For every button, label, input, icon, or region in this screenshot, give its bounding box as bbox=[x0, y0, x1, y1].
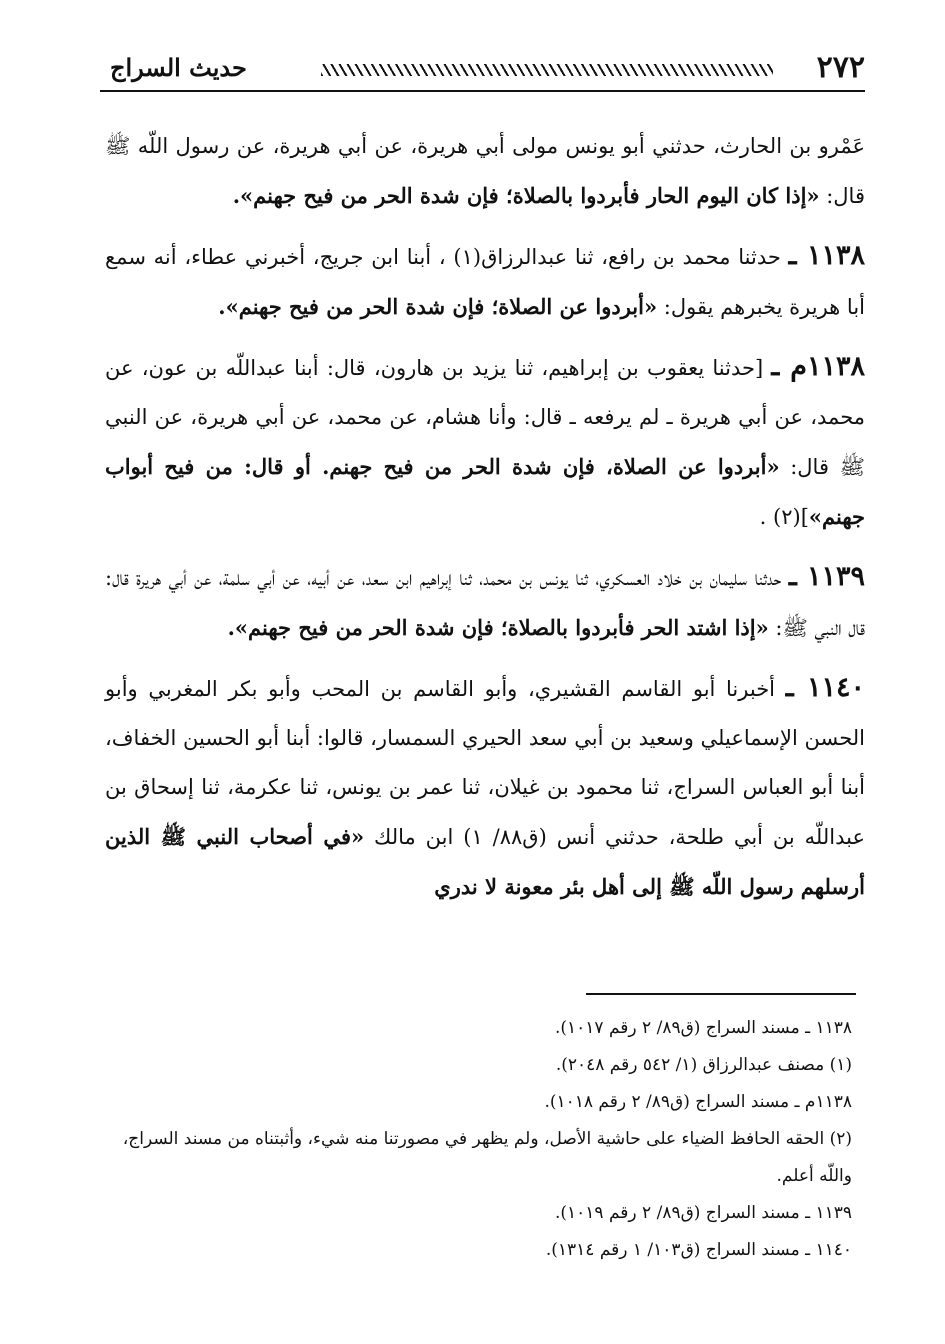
after-text: ](٢) . bbox=[759, 505, 809, 529]
footnote: ١١٣٩ ـ مسند السراج (ق٨٩/ ٢ رقم ١٠١٩). bbox=[554, 1203, 852, 1223]
paragraph bbox=[105, 663, 865, 912]
isnad-text: حدثنا محمد بن رافع، ثنا عبدالرزاق(١) ، أبنا ابن جريج، أخبرني عطاء، أنه سمع أبا هريرة يخبرهم يقول: bbox=[105, 245, 865, 319]
hadith-number: ١١٣٨م ـ bbox=[771, 351, 866, 382]
hadith-text: «أبردوا عن الصلاة، فإن شدة الحر من فيح جهنم. أو قال: من فيح أبواب جهنم» bbox=[105, 454, 865, 529]
footnote-divider bbox=[586, 993, 856, 995]
paragraph bbox=[105, 231, 865, 332]
paragraph bbox=[105, 552, 865, 653]
isnad-text: عَمْرو بن الحارث، حدثني أبو يونس مولى أبي هريرة، عن أبي هريرة، عن رسول اللّه ﷺ قال: bbox=[105, 134, 865, 208]
footnote: (٢) الحقه الحافظ الضياء على حاشية الأصل، ولم يظهر في مصورتنا منه شيء، وأثبتناه من مسند السراج، واللّه أعلم. bbox=[122, 1129, 852, 1186]
isnad-text: [حدثنا يعقوب بن إبراهيم، ثنا يزيد بن هارون، قال: أبنا عبداللّه بن عون، عن محمد، عن أبي هريرة ـ لم يرفعه ـ قال: وأنا هشام، عن محمد، عن أبي هريرة، عن النبي ﷺ قال: bbox=[105, 356, 865, 479]
isnad-text: حدثنا سليمان بن خلاد العسكري، ثنا يونس بن محمد، ثنا إبراهيم ابن سعد، عن أبيه، عن أبي سلمة، عن أبي هريرة قال: قال النبي ﷺ: bbox=[105, 566, 865, 640]
isnad-text: أخبرنا أبو القاسم القشيري، وأبو القاسم بن المحب وأبو بكر المغربي وأبو الحسن الإسماعيلي وسعيد بن أبي سعد الحيري السمسار، قالوا: أبنا أبو الحسين الخفاف، أبنا أبو العباس السراج، ثنا محمود بن غيلان، ثنا عمر بن يونس، ثنا عكرمة، ثنا إسحاق بن عبداللّه بن أبي طلحة، حدثني أنس (ق٨٨/ ١) ابن مالك bbox=[105, 677, 865, 849]
hadith-number: ١١٣٩ ـ bbox=[788, 561, 866, 592]
footnotes bbox=[100, 1010, 852, 1269]
hadith-text: «أبردوا عن الصلاة؛ فإن شدة الحر من فيح جهنم». bbox=[218, 294, 658, 319]
footnote: ١١٣٨ ـ مسند السراج (ق٨٩/ ٢ رقم ١٠١٧). bbox=[554, 1018, 852, 1038]
hadith-number: ١١٤٠ ـ bbox=[785, 672, 865, 703]
page-number: ٢٧٢ bbox=[816, 50, 865, 85]
hadith-text: «إذا كان اليوم الحار فأبردوا بالصلاة؛ فإن شدة الحر من فيح جهنم». bbox=[232, 183, 820, 208]
running-title: حديث السراج bbox=[110, 53, 247, 82]
page-header bbox=[100, 48, 865, 92]
footnote: ١١٣٨م ـ مسند السراج (ق٨٩/ ٢ رقم ١٠١٨). bbox=[544, 1092, 852, 1112]
header-divider bbox=[100, 90, 865, 92]
header-ornament bbox=[321, 64, 773, 76]
hadith-number: ١١٣٨ ـ bbox=[788, 240, 866, 271]
footnote: ١١٤٠ ـ مسند السراج (ق١٠٣/ ١ رقم ١٣١٤). bbox=[545, 1240, 852, 1260]
footnote: (١) مصنف عبدالرزاق (١/ ٥٤٢ رقم ٢٠٤٨). bbox=[555, 1055, 852, 1075]
paragraph bbox=[105, 120, 865, 221]
hadith-text: «في أصحاب النبي ﷺ الذين أرسلهم رسول اللّه ﷺ إلى أهل بئر معونة لا ندري bbox=[105, 824, 865, 899]
paragraph bbox=[105, 342, 865, 542]
main-text bbox=[105, 120, 865, 922]
hadith-text: «إذا اشتد الحر فأبردوا بالصلاة؛ فإن شدة الحر من فيح جهنم». bbox=[227, 615, 769, 640]
